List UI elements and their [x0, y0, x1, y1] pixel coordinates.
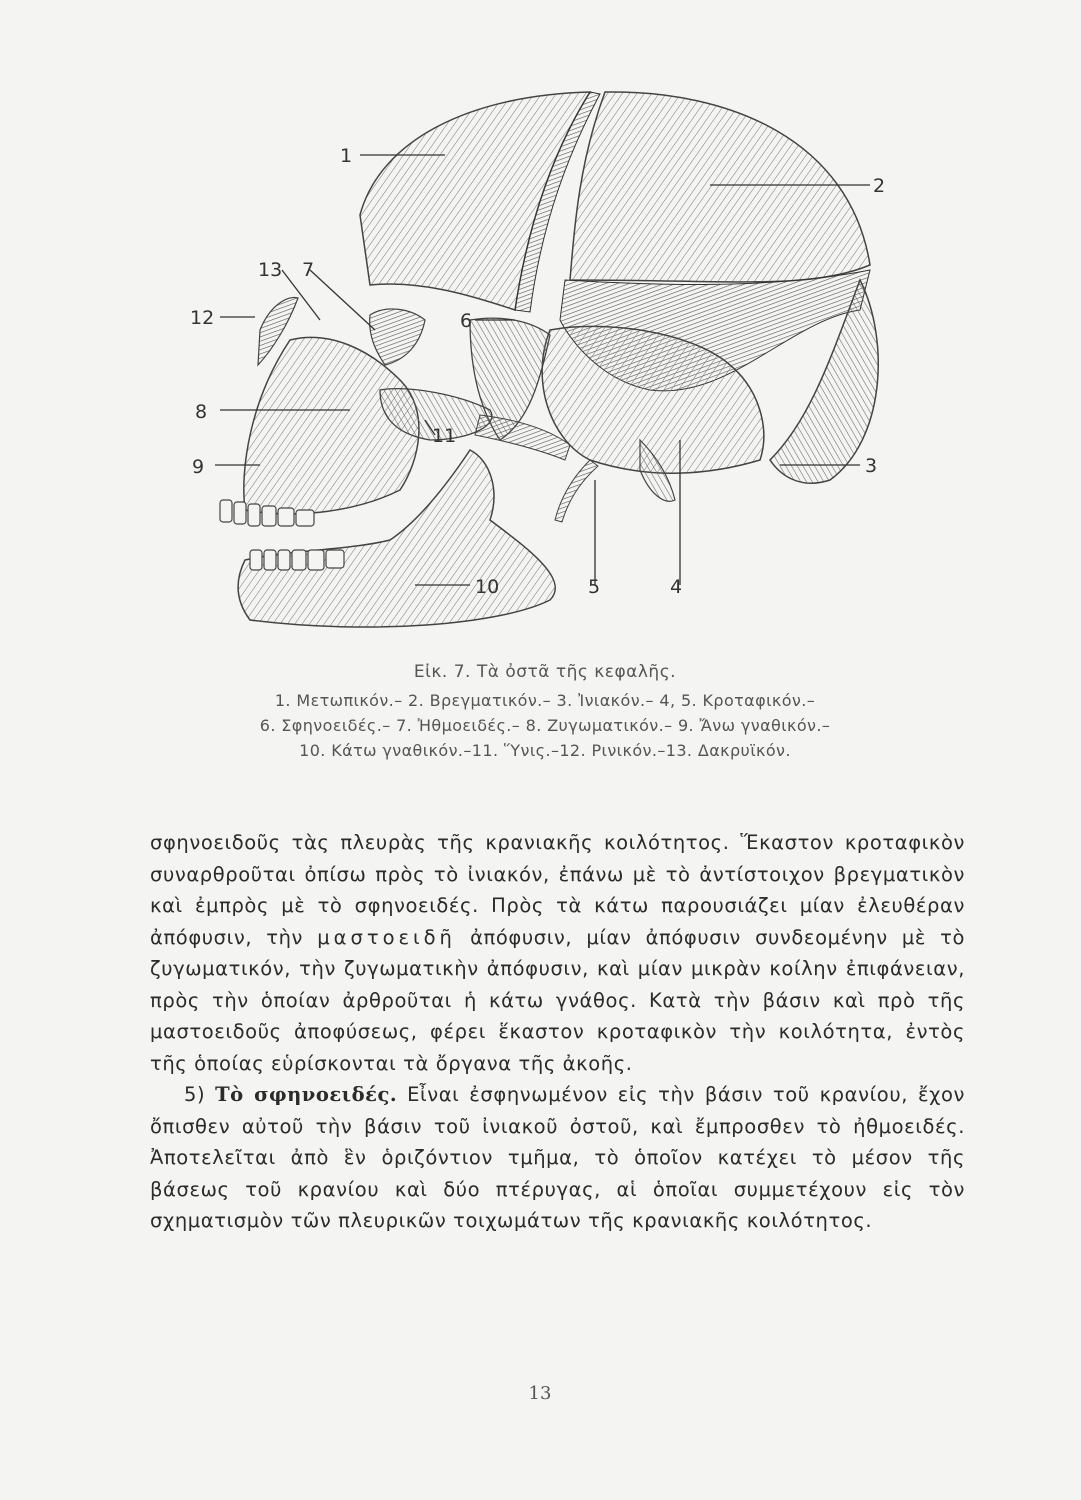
- body-text: [150, 827, 965, 1237]
- figure-label-13: 13: [258, 259, 283, 281]
- styloid-process: [555, 460, 598, 522]
- spaced-term-mastoid: μαστοειδῆ: [317, 925, 456, 949]
- parietal-bone: [570, 92, 870, 282]
- caption-line-3: 10. Κάτω γναθικόν.–11. Ὕνις.–12. Ρινικόν.–13. Δακρυϊκόν.: [299, 741, 791, 760]
- page-number: 13: [528, 1383, 552, 1404]
- figure-label-6: 6: [460, 310, 473, 332]
- figure-label-1: 1: [340, 145, 353, 167]
- figure-caption: [150, 662, 940, 763]
- figure-label-8: 8: [195, 401, 208, 423]
- figure-label-10: 10: [475, 576, 500, 598]
- caption-line-2: 6. Σφηνοειδές.– 7. Ἠθμοειδές.– 8. Ζυγωματικόν.– 9. Ἄνω γναθικόν.–: [259, 716, 831, 735]
- caption-line-1: 1. Μετωπικόν.– 2. Βρεγματικόν.– 3. Ἰνιακόν.– 4, 5. Κροταφικόν.–: [274, 691, 816, 710]
- figure-label-7: 7: [302, 259, 315, 281]
- paragraph-temporal-part-b: ἀπόφυσιν, μίαν ἀπόφυσιν συνδεομένην μὲ τὸ ζυγωματικόν, τὴν ζυγωματικὴν ἀπόφυσιν, καὶ μίαν μικρὰν κοίλην ἐπιφάνειαν, πρὸς τὴν ὁποίαν ἀρθροῦται ἡ κάτω γνάθος. Κατὰ τὴν βάσιν καὶ πρὸ τῆς μαστοειδοῦς ἀποφύσεως, φέρει ἕκαστον κροταφικὸν τὴν κοιλότητα, ἐντὸς τῆς ὁποίας εὑρίσκονται τὰ ὄργανα τῆς ἀκοῆς.: [150, 925, 965, 1075]
- figure-label-3: 3: [865, 455, 878, 477]
- maxilla-bone: [244, 337, 419, 514]
- figure-label-5: 5: [588, 576, 601, 598]
- frontal-bone: [360, 92, 590, 310]
- ethmoid-bone: [370, 309, 425, 365]
- figure-label-11: 11: [432, 425, 457, 447]
- section-number: 5): [184, 1083, 206, 1106]
- paragraph-sphenoid-text: Εἶναι ἐσφηνωμένον εἰς τὴν βάσιν τοῦ κρανίου, ἔχον ὄπισθεν αὐτοῦ τὴν βάσιν τοῦ ἰνιακοῦ ὀστοῦ, καὶ ἔμπροσθεν τὸ ἠθμοειδές. Ἀποτελεῖται ἀπὸ ἓν ὁριζόντιον τμῆμα, τὸ ὁποῖον κατέχει τὸ μέσον τῆς βάσεως τοῦ κρανίου καὶ δύο πτέρυγας, αἱ ὁποῖαι συμμετέχουν εἰς τὸν σχηματισμὸν τῶν πλευρικῶν τοιχωμάτων τῆς κρανιακῆς κοιλότητος.: [150, 1083, 965, 1232]
- paragraph-sphenoid: [150, 1079, 965, 1237]
- paragraph-temporal-part-a: σφηνοειδοῦς τὰς πλευρὰς τῆς κρανιακῆς κοιλότητος. Ἕκαστον κροταφικὸν συναρθροῦται ὀπίσω πρὸς τὸ ἰνιακόν, ἐπάνω μὲ τὸ ἀντίστοιχον βρεγματικὸν καὶ ἐμπρὸς μὲ τὸ σφηνοειδές. Πρὸς τὰ κάτω παρουσιάζει μίαν ἐλευθέραν ἀπόφυσιν, τὴν: [150, 831, 965, 949]
- figure-label-2: 2: [873, 175, 886, 197]
- caption-title: Εἰκ. 7. Τὰ ὀστᾶ τῆς κεφαλῆς.: [413, 662, 677, 682]
- skull-figure: [170, 80, 910, 650]
- section-heading: Τὸ σφηνοειδές.: [215, 1083, 398, 1106]
- figure-label-9: 9: [192, 456, 205, 478]
- paragraph-temporal: [150, 827, 965, 1079]
- lower-teeth: [250, 550, 344, 570]
- figure-label-4: 4: [670, 576, 683, 598]
- figure-label-12: 12: [190, 307, 215, 329]
- skull-illustration: [170, 80, 910, 650]
